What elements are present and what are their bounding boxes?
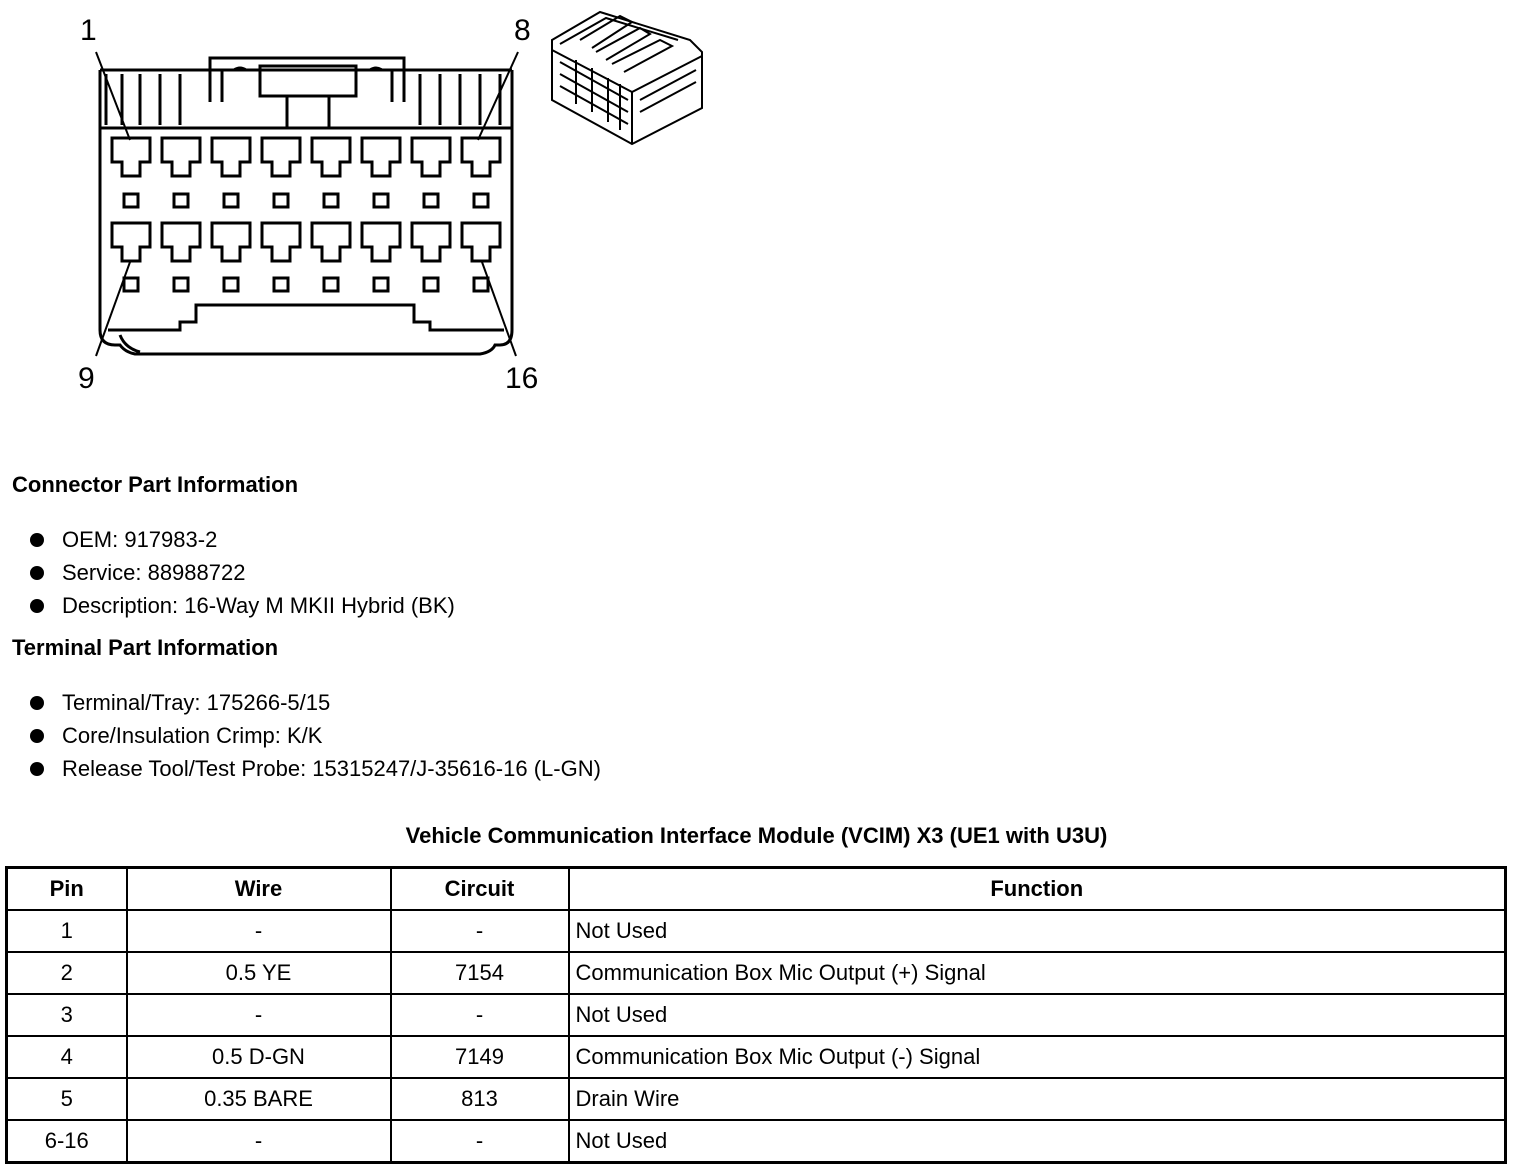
- cell-pin: 2: [7, 952, 127, 994]
- cell-wire: -: [127, 1120, 391, 1163]
- list-item: Description: 16-Way M MKII Hybrid (BK): [28, 589, 455, 622]
- bullet-icon: [30, 599, 44, 613]
- pin-label-9: 9: [78, 362, 95, 395]
- header-pin: Pin: [7, 868, 127, 911]
- cell-function: Drain Wire: [569, 1078, 1506, 1120]
- cell-pin: 5: [7, 1078, 127, 1120]
- connector-info-title: Connector Part Information: [12, 472, 299, 497]
- table-row: [7, 1120, 1506, 1163]
- table-row: [7, 910, 1506, 952]
- pin-label-1: 1: [80, 14, 97, 47]
- table-title: Vehicle Communication Interface Module (VCIM) X3 (UE1 with U3U): [405, 823, 1108, 848]
- cell-wire: -: [127, 910, 391, 952]
- table-row: [7, 1078, 1506, 1120]
- cell-function: Not Used: [569, 910, 1506, 952]
- cell-wire: 0.5 D-GN: [127, 1036, 391, 1078]
- table-header-row: [7, 868, 1506, 911]
- cell-function: Not Used: [569, 1120, 1506, 1163]
- cell-circuit: 7149: [391, 1036, 569, 1078]
- cell-circuit: 813: [391, 1078, 569, 1120]
- bullet-icon: [30, 696, 44, 710]
- list-item: Service: 88988722: [28, 556, 455, 589]
- table-row: [7, 994, 1506, 1036]
- cell-circuit: 7154: [391, 952, 569, 994]
- terminal-info-list: [28, 686, 601, 785]
- cell-function: Communication Box Mic Output (-) Signal: [569, 1036, 1506, 1078]
- cell-pin: 4: [7, 1036, 127, 1078]
- table-row: [7, 952, 1506, 994]
- header-function: Function: [569, 868, 1506, 911]
- cell-function: Communication Box Mic Output (+) Signal: [569, 952, 1506, 994]
- pin-label-16: 16: [505, 362, 539, 395]
- list-item: Terminal/Tray: 175266-5/15: [28, 686, 601, 719]
- list-item: OEM: 917983-2: [28, 523, 455, 556]
- bullet-icon: [30, 762, 44, 776]
- cell-circuit: -: [391, 1120, 569, 1163]
- bullet-icon: [30, 566, 44, 580]
- list-item: Release Tool/Test Probe: 15315247/J-35616-16 (L-GN): [28, 752, 601, 785]
- terminal-info-title: Terminal Part Information: [12, 635, 279, 660]
- list-item: Core/Insulation Crimp: K/K: [28, 719, 601, 752]
- table-row: [7, 1036, 1506, 1078]
- pin-label-8: 8: [514, 14, 531, 47]
- cell-wire: -: [127, 994, 391, 1036]
- header-wire: Wire: [127, 868, 391, 911]
- cell-pin: 6-16: [7, 1120, 127, 1163]
- header-circuit: Circuit: [391, 868, 569, 911]
- connector-face-diagram: [0, 0, 720, 410]
- bullet-icon: [30, 729, 44, 743]
- pinout-table: [5, 866, 1507, 1164]
- cell-circuit: -: [391, 910, 569, 952]
- connector-3d-icon: [552, 12, 702, 144]
- cell-circuit: -: [391, 994, 569, 1036]
- cell-pin: 3: [7, 994, 127, 1036]
- bullet-icon: [30, 533, 44, 547]
- cell-wire: 0.5 YE: [127, 952, 391, 994]
- cell-wire: 0.35 BARE: [127, 1078, 391, 1120]
- cell-function: Not Used: [569, 994, 1506, 1036]
- cell-pin: 1: [7, 910, 127, 952]
- connector-info-list: [28, 523, 455, 622]
